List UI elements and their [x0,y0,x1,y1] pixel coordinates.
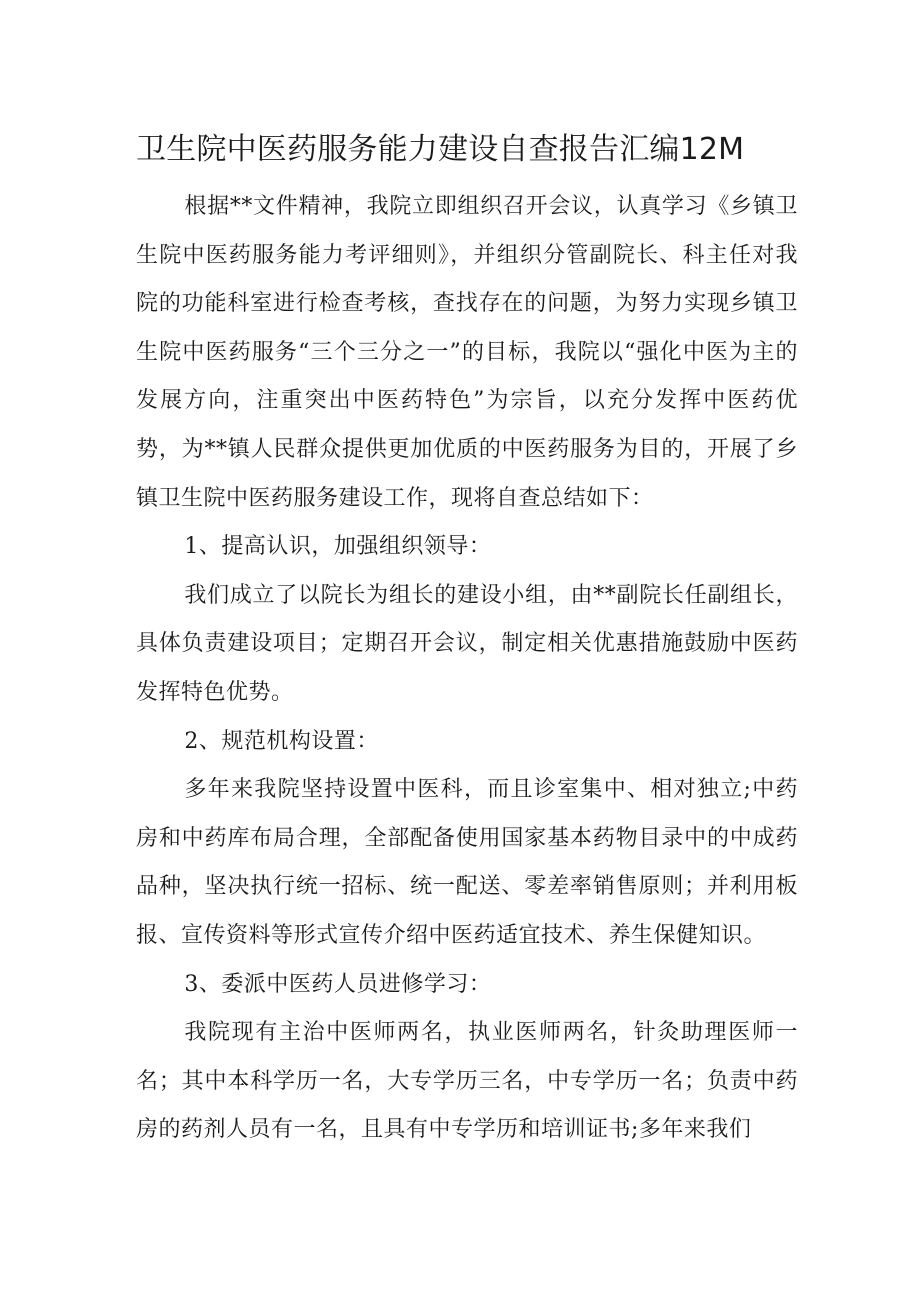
section-1-paragraph: 我们成立了以院长为组长的建设小组，由**副院长任副组长，具体负责建设项目；定期召开会议，制定相关优惠措施鼓励中医药发挥特色优势。 [136,582,798,705]
document-title: 卫生院中医药服务能力建设自查报告汇编12M [136,132,745,167]
document-body [136,183,798,1155]
section-2-paragraph: 多年来我院坚持设置中医科，而且诊室集中、相对独立;中药房和中药库布局合理，全部配备使用国家基本药物目录中的中成药品种，坚决执行统一招标、统一配送、零差率销售原则；并利用板报、宣传资料等形式宣传介绍中医药适宜技术、养生保健知识。 [136,777,798,948]
section-heading-2: 2、规范机构设置： [184,728,379,754]
intro-paragraph: 根据**文件精神，我院立即组织召开会议，认真学习《乡镇卫生院中医药服务能力考评细则》，并组织分管副院长、科主任对我院的功能科室进行检查考核，查找存在的问题，为努力实现乡镇卫生院中医药服务“三个三分之一”的目标，我院以“强化中医为主的发展方向，注重突出中医药特色”为宗旨，以充分发挥中医药优势，为**镇人民群众提供更加优质的中医药服务为目的，开展了乡镇卫生院中医药服务建设工作，现将自查总结如下： [136,194,798,511]
section-3-paragraph: 我院现有主治中医师两名，执业医师两名，针灸助理医师一名；其中本科学历一名，大专学历三名，中专学历一名；负责中药房的药剂人员有一名，且具有中专学历和培训证书;多年来我们 [136,1020,798,1143]
section-heading-1: 1、提高认识，加强组织领导： [184,534,492,560]
section-heading-3: 3、委派中医药人员进修学习： [184,971,492,997]
